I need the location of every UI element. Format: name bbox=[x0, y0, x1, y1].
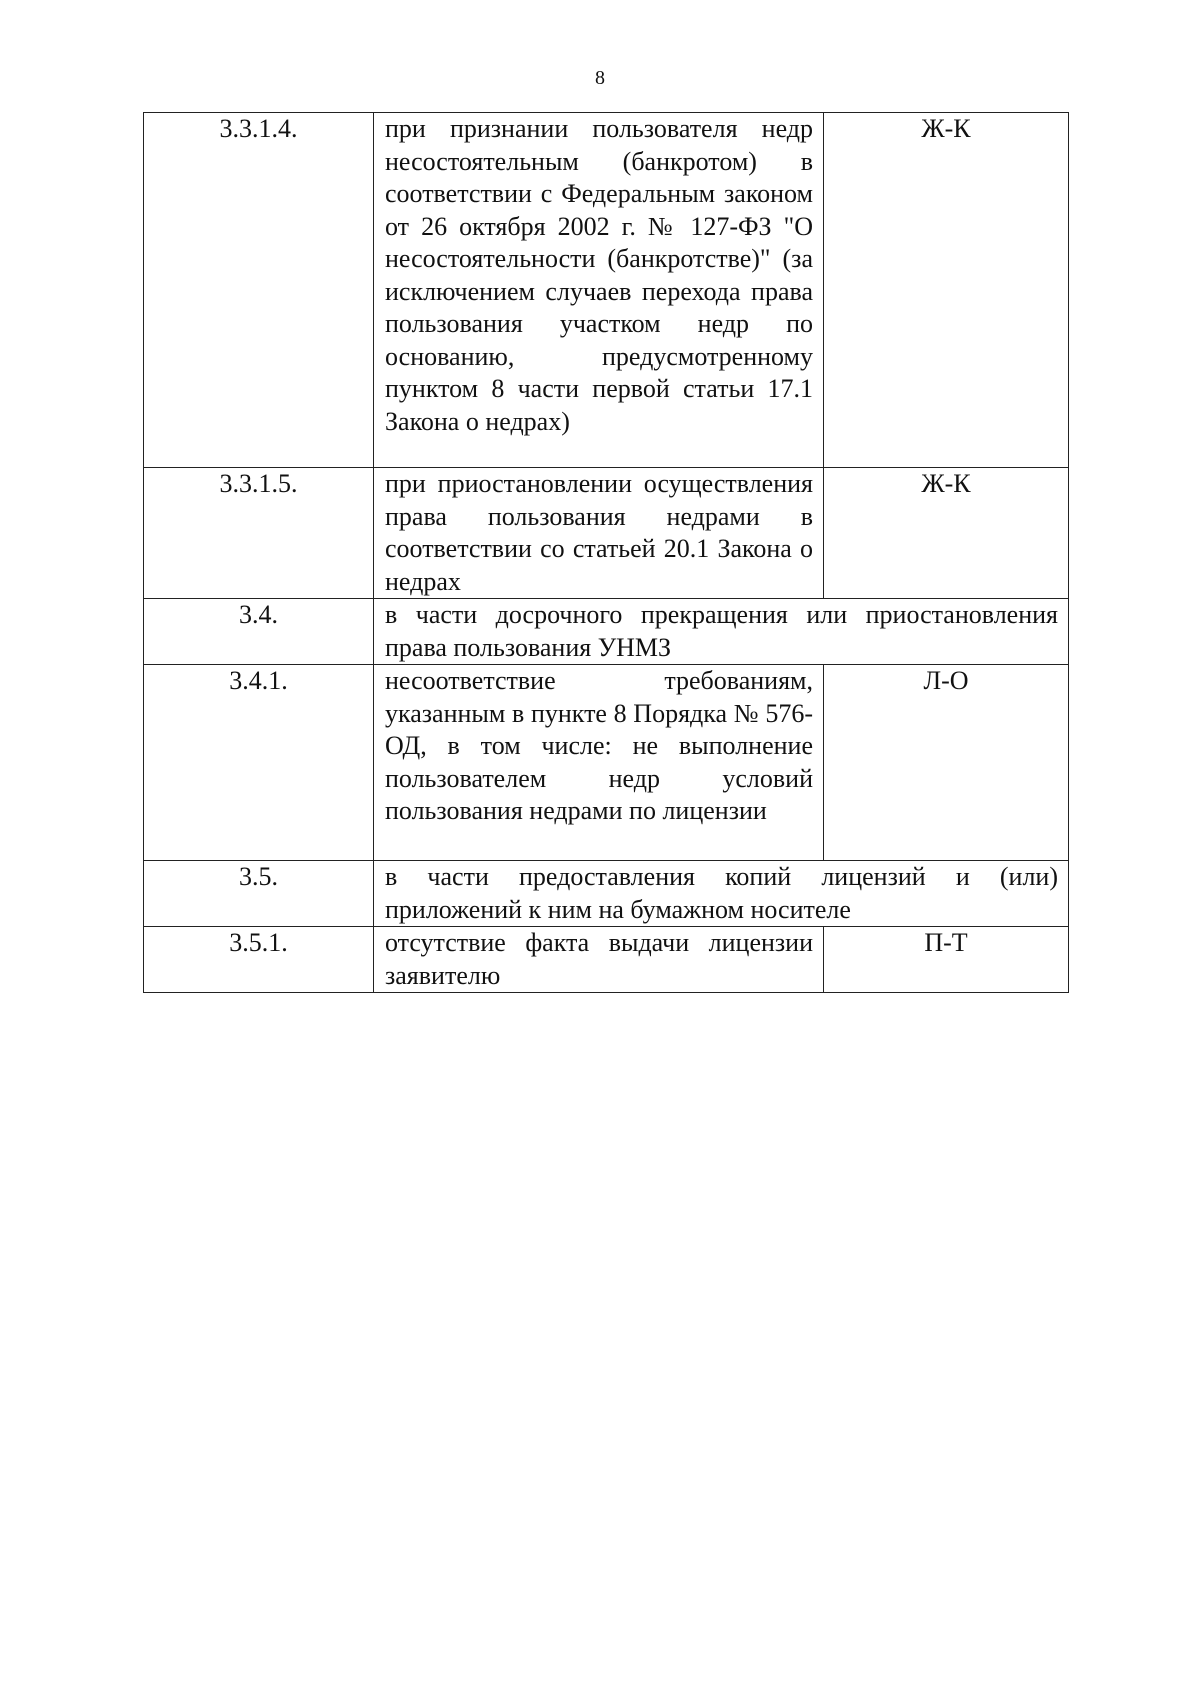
row-code: Ж-К bbox=[824, 113, 1069, 468]
row-number: 3.3.1.5. bbox=[144, 468, 374, 599]
table-row bbox=[144, 113, 1069, 468]
table-row bbox=[144, 665, 1069, 861]
table-row bbox=[144, 861, 1069, 927]
table-row bbox=[144, 599, 1069, 665]
row-text: отсутствие факта выдачи лицензии заявителю bbox=[374, 927, 824, 993]
row-text: в части предоставления копий лицензий и (или) приложений к ним на бумажном носителе bbox=[374, 861, 1069, 927]
row-text: в части досрочного прекращения или приостановления права пользования УНМЗ bbox=[374, 599, 1069, 665]
row-text: при приостановлении осуществления права пользования недрами в соответствии со статьей 20.1 Закона о недрах bbox=[374, 468, 824, 599]
row-text: несоответствие требованиям, указанным в пункте 8 Порядка № 576-ОД, в том числе: не выполнение пользователем недр условий пользования недрами по лицензии bbox=[374, 665, 824, 861]
table-row bbox=[144, 927, 1069, 993]
row-number: 3.5.1. bbox=[144, 927, 374, 993]
row-number: 3.3.1.4. bbox=[144, 113, 374, 468]
grounds-table bbox=[143, 112, 1069, 993]
page-number: 8 bbox=[595, 67, 605, 89]
row-number: 3.5. bbox=[144, 861, 374, 927]
table-row bbox=[144, 468, 1069, 599]
row-code: П-Т bbox=[824, 927, 1069, 993]
row-text: при признании пользователя недр несостоятельным (банкротом) в соответствии с Федеральным законом от 26 октября 2002 г. № 127-ФЗ "О несостоятельности (банкротстве)" (за исключением случаев перехода права пользования участком недр по основанию, предусмотренному пунктом 8 части первой статьи 17.1 Закона о недрах) bbox=[374, 113, 824, 468]
row-code: Ж-К bbox=[824, 468, 1069, 599]
row-number: 3.4.1. bbox=[144, 665, 374, 861]
row-code: Л-О bbox=[824, 665, 1069, 861]
row-number: 3.4. bbox=[144, 599, 374, 665]
